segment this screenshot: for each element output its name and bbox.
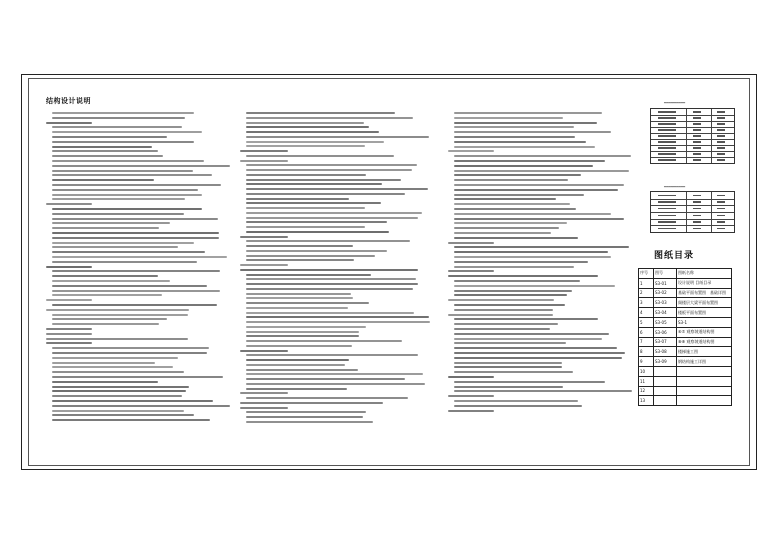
note-text-line <box>52 275 158 277</box>
table-row-divider <box>651 219 734 220</box>
note-text-line <box>52 386 189 388</box>
drawing-list-cell <box>677 366 732 376</box>
drawing-list-title: 图纸目录 <box>654 251 695 261</box>
note-text-line <box>52 352 207 354</box>
note-text-line <box>454 405 582 407</box>
note-text-line <box>448 410 494 412</box>
table-col-divider <box>686 192 687 232</box>
table-cell-text <box>717 195 725 196</box>
table-cell-text <box>717 117 725 118</box>
note-text-line <box>246 141 384 143</box>
drawing-list-cell: 7 <box>639 337 654 347</box>
table-cell-text <box>693 228 701 229</box>
note-text-line <box>52 242 194 244</box>
note-text-line <box>246 354 418 356</box>
note-text-line <box>52 218 218 220</box>
drawing-list-row <box>639 366 732 376</box>
note-text-line <box>246 316 429 318</box>
drawing-list-cell: 9 <box>639 357 654 367</box>
table-cell-text <box>658 129 676 130</box>
note-text-line <box>246 131 379 133</box>
note-text-line <box>240 350 288 352</box>
note-text-line <box>240 407 288 409</box>
table-cell-text <box>693 221 701 222</box>
table-row-divider <box>651 121 734 122</box>
note-text-line <box>52 280 170 282</box>
table-col-divider <box>711 109 712 163</box>
drawing-list-cell <box>677 396 732 406</box>
drawing-list-row <box>639 357 732 367</box>
note-text-line <box>246 226 365 228</box>
table-row-divider <box>651 212 734 213</box>
table-cell-text <box>693 141 701 142</box>
note-text-line <box>46 333 92 335</box>
drawing-list-cell: S3-02 <box>654 288 677 298</box>
table-cell-text <box>717 159 725 160</box>
note-text-line <box>52 208 202 210</box>
drawing-list-cell: S3-1 <box>677 317 732 327</box>
note-text-line <box>454 203 570 205</box>
table-row-divider <box>651 145 734 146</box>
table-cell-text <box>658 159 676 160</box>
note-text-line <box>240 392 288 394</box>
note-text-line <box>448 395 494 397</box>
note-text-line <box>454 122 597 124</box>
note-text-line <box>246 359 349 361</box>
note-text-line <box>52 371 184 373</box>
table-cell-text <box>717 135 725 136</box>
note-text-line <box>454 213 611 215</box>
table-col-divider <box>686 109 687 163</box>
table-cell-text <box>717 129 725 130</box>
table-cell-text <box>717 153 725 154</box>
note-text-line <box>46 309 189 311</box>
note-text-line <box>52 131 202 133</box>
note-text-line <box>52 179 154 181</box>
note-text-line <box>454 357 622 359</box>
note-text-line <box>246 297 353 299</box>
note-text-line <box>454 347 617 349</box>
drawing-list-row <box>639 317 732 327</box>
table-cell-text <box>717 201 725 202</box>
table-cell-text <box>658 195 676 196</box>
note-text-line <box>52 227 159 229</box>
small-table-2 <box>650 191 735 233</box>
table-cell-text <box>658 123 676 124</box>
note-text-line <box>46 203 92 205</box>
note-text-line <box>454 141 586 143</box>
note-text-line <box>52 410 184 412</box>
table-cell-text <box>658 208 676 209</box>
note-text-line <box>52 419 210 421</box>
note-text-line <box>52 381 158 383</box>
table-cell-text <box>693 208 701 209</box>
note-text-line <box>454 304 565 306</box>
note-text-line <box>454 285 615 287</box>
drawing-list-cell: S3-05 <box>654 317 677 327</box>
note-text-line <box>52 405 230 407</box>
note-text-line <box>52 285 207 287</box>
note-text-line <box>454 333 609 335</box>
note-text-line <box>246 335 359 337</box>
note-text-line <box>240 160 288 162</box>
table-cell-text <box>658 147 676 148</box>
drawing-list-cell <box>677 386 732 396</box>
drawing-list-cell: 8 <box>639 347 654 357</box>
note-text-line <box>246 388 347 390</box>
note-text-line <box>246 369 358 371</box>
drawing-list-cell: 基础平面布置图 基础详图 <box>677 288 732 298</box>
table-cell-text <box>693 201 701 202</box>
note-text-line <box>454 112 602 114</box>
note-text-line <box>454 117 563 119</box>
note-text-line <box>52 347 209 349</box>
drawing-list-cell <box>677 376 732 386</box>
note-text-line <box>246 164 417 166</box>
note-text-line <box>454 232 551 234</box>
drawing-list-row <box>639 337 732 347</box>
note-text-line <box>454 338 602 340</box>
drawing-list-row <box>639 278 732 288</box>
note-text-line <box>52 146 152 148</box>
table-cell-text <box>717 111 725 112</box>
note-text-line <box>448 314 553 316</box>
note-text-line <box>454 323 558 325</box>
drawing-list-cell: S3-08 <box>654 347 677 357</box>
note-text-line <box>246 122 364 124</box>
note-text-line <box>246 193 405 195</box>
table-cell-text <box>658 111 676 112</box>
note-text-line <box>52 155 163 157</box>
note-text-line <box>240 402 383 404</box>
table-cell-text <box>658 215 676 216</box>
note-text-line <box>246 421 373 423</box>
note-text-line <box>246 145 365 147</box>
table-cell-text <box>658 221 676 222</box>
note-text-line <box>52 213 184 215</box>
note-text-line <box>52 232 219 234</box>
note-text-line <box>454 165 593 167</box>
table-cell-text <box>693 135 701 136</box>
note-text-line <box>454 184 624 186</box>
table-cell-text <box>717 141 725 142</box>
note-text-line <box>52 136 167 138</box>
note-text-line <box>246 198 349 200</box>
note-text-line <box>246 302 369 304</box>
table-row-divider <box>651 127 734 128</box>
note-text-line <box>52 323 159 325</box>
note-text-line <box>46 266 92 268</box>
note-text-line <box>454 266 574 268</box>
table-row-divider <box>651 225 734 226</box>
note-text-line <box>454 362 562 364</box>
note-text-line <box>454 386 563 388</box>
table-cell-text <box>693 215 701 216</box>
note-text-line <box>52 237 219 239</box>
note-text-line <box>52 314 188 316</box>
table-row-divider <box>651 205 734 206</box>
note-text-line <box>448 299 554 301</box>
table-cell-text <box>717 208 725 209</box>
drawing-list-cell: S3-06 <box>654 327 677 337</box>
note-text-line <box>454 251 608 253</box>
note-text-line <box>454 237 578 239</box>
sheet-title: 结构设计说明 <box>46 97 91 105</box>
drawing-list-row <box>639 298 732 308</box>
table-cell-text <box>717 228 725 229</box>
drawing-list-header-row <box>639 269 732 279</box>
note-text-line <box>246 240 410 242</box>
note-text-line <box>454 371 573 373</box>
drawing-list-cell: ⑥⑦ 观察坡道结构图 <box>677 327 732 337</box>
drawing-list-cell <box>654 386 677 396</box>
table-cell-text <box>693 123 701 124</box>
drawing-list-cell: 3 <box>639 298 654 308</box>
small-table-2-caption: ━━━━━━━━━━ <box>664 185 686 189</box>
note-text-line <box>246 155 394 157</box>
drawing-list-cell: 2 <box>639 288 654 298</box>
table-row-divider <box>651 199 734 200</box>
note-text-line <box>52 189 198 191</box>
drawing-list-cell: 11 <box>639 376 654 386</box>
note-text-line <box>246 326 366 328</box>
drawing-list-cell: ⑧⑨ 观察坡道结构图 <box>677 337 732 347</box>
drawing-list-cell: 楼板平面布置图 <box>677 308 732 318</box>
table-row-divider <box>651 157 734 158</box>
note-text-line <box>52 170 193 172</box>
table-cell-text <box>693 153 701 154</box>
note-text-line <box>240 150 288 152</box>
note-text-line <box>246 345 352 347</box>
drawing-list-cell: S3-07 <box>654 337 677 347</box>
note-text-line <box>52 141 194 143</box>
table-cell-text <box>717 147 725 148</box>
note-text-line <box>454 160 605 162</box>
drawing-list-cell: S3-03 <box>654 298 677 308</box>
note-text-line <box>454 131 611 133</box>
note-text-line <box>246 255 375 257</box>
table-cell-text <box>658 153 676 154</box>
note-text-line <box>246 207 365 209</box>
note-text-line <box>448 242 494 244</box>
note-text-line <box>246 217 418 219</box>
drawing-list-cell: 12 <box>639 386 654 396</box>
note-text-line <box>46 328 92 330</box>
note-text-line <box>246 378 405 380</box>
note-text-line <box>52 251 205 253</box>
drawing-list-row <box>639 376 732 386</box>
note-text-line <box>454 400 578 402</box>
note-text-line <box>246 250 387 252</box>
table-cell-text <box>658 201 676 202</box>
drawing-list-row <box>639 386 732 396</box>
drawing-list-cell: 4 <box>639 308 654 318</box>
note-text-line <box>52 261 197 263</box>
drawing-list-row <box>639 308 732 318</box>
note-text-line <box>454 328 550 330</box>
table-cell-text <box>693 111 701 112</box>
note-text-line <box>52 362 155 364</box>
note-text-line <box>52 165 230 167</box>
note-text-line <box>246 117 413 119</box>
note-text-line <box>46 338 188 340</box>
note-text-line <box>246 183 382 185</box>
note-text-line <box>52 160 204 162</box>
drawing-list-cell <box>654 376 677 386</box>
note-text-line <box>246 283 418 285</box>
table-row-divider <box>651 151 734 152</box>
note-text-line <box>46 299 92 301</box>
note-text-line <box>448 376 494 378</box>
header-cell: 图号 <box>654 269 677 279</box>
note-text-line <box>52 395 182 397</box>
note-text-line <box>240 236 288 238</box>
table-cell-text <box>717 123 725 124</box>
note-text-line <box>454 208 576 210</box>
table-row-divider <box>651 133 734 134</box>
header-cell: 图纸名称 <box>677 269 732 279</box>
note-text-line <box>246 331 359 333</box>
header-cell: 序号 <box>639 269 654 279</box>
note-text-line <box>448 275 598 277</box>
note-text-line <box>246 397 408 399</box>
drawing-list-table <box>638 268 732 404</box>
drawing-list-cell: 楼梯施工图 <box>677 347 732 357</box>
table-cell-text <box>693 147 701 148</box>
note-text-line <box>246 307 348 309</box>
note-text-line <box>246 373 423 375</box>
drawing-list-cell: S3-04 <box>654 308 677 318</box>
drawing-list-cell: 13 <box>639 396 654 406</box>
note-text-line <box>240 269 418 271</box>
drawing-list-cell: 10 <box>639 366 654 376</box>
drawing-list-cell <box>654 366 677 376</box>
note-text-line <box>454 290 572 292</box>
note-text-line <box>454 227 559 229</box>
table-cell-text <box>693 117 701 118</box>
note-text-line <box>246 188 428 190</box>
note-text-line <box>52 400 213 402</box>
note-text-line <box>246 136 429 138</box>
note-text-line <box>246 202 381 204</box>
note-text-line <box>246 179 401 181</box>
note-text-line <box>454 218 624 220</box>
note-text-line <box>52 194 202 196</box>
table-cell-text <box>717 221 725 222</box>
note-text-line <box>246 245 353 247</box>
note-text-line <box>246 212 422 214</box>
note-text-line <box>454 381 605 383</box>
note-text-line <box>246 278 416 280</box>
drawing-list-cell: 6 <box>639 327 654 337</box>
note-text-line <box>52 304 217 306</box>
note-text-line <box>52 256 227 258</box>
note-text-line <box>454 256 611 258</box>
note-text-line <box>52 117 185 119</box>
note-text-line <box>246 411 366 413</box>
drawing-list-cell: S3-01 <box>654 278 677 288</box>
drawing-list-row <box>639 347 732 357</box>
note-text-line <box>246 364 345 366</box>
drawing-list-cell <box>654 396 677 406</box>
table-cell-text <box>658 135 676 136</box>
note-text-line <box>52 290 220 292</box>
note-text-line <box>454 155 631 157</box>
table-cell-text <box>658 117 676 118</box>
note-text-line <box>246 274 371 276</box>
note-text-line <box>52 184 221 186</box>
note-text-line <box>52 376 223 378</box>
note-text-line <box>246 416 363 418</box>
table-cell-text <box>658 141 676 142</box>
note-text-line <box>454 146 595 148</box>
drawing-list-cell: S3-09 <box>654 357 677 367</box>
small-table-1-caption: ━━━━━━━━━━ <box>664 101 686 105</box>
small-table-1 <box>650 108 735 164</box>
note-text-line <box>246 126 369 128</box>
note-text-line <box>246 221 387 223</box>
note-text-line <box>46 122 92 124</box>
table-row-divider <box>651 115 734 116</box>
note-text-line <box>52 112 194 114</box>
note-text-line <box>454 280 580 282</box>
note-text-line <box>246 383 425 385</box>
table-cell-text <box>693 129 701 130</box>
table-cell-text <box>693 195 701 196</box>
note-text-line <box>454 309 553 311</box>
drawing-list-row <box>639 327 732 337</box>
note-text-line <box>246 169 412 171</box>
note-text-line <box>454 352 625 354</box>
drawing-list-cell: 阁楼层大梁平面布置图 <box>677 298 732 308</box>
note-text-line <box>454 136 575 138</box>
drawing-list-cell: 5 <box>639 317 654 327</box>
table-cell-text <box>658 228 676 229</box>
note-text-line <box>246 112 395 114</box>
table-row-divider <box>651 139 734 140</box>
note-text-line <box>454 189 618 191</box>
note-text-line <box>454 179 568 181</box>
note-text-line <box>246 312 414 314</box>
note-text-line <box>454 261 588 263</box>
drawing-list-row <box>639 288 732 298</box>
table-col-divider <box>711 192 712 232</box>
drawing-list-cell: 钢结构施工详图 <box>677 357 732 367</box>
note-text-line <box>246 340 402 342</box>
note-text-line <box>246 174 366 176</box>
note-text-line <box>246 288 413 290</box>
drawing-list-cell: 设计说明 目纸目录 <box>677 278 732 288</box>
note-text-line <box>246 231 389 233</box>
note-text-line <box>240 264 288 266</box>
note-text-line <box>246 259 354 261</box>
note-text-line <box>454 194 584 196</box>
note-text-line <box>246 321 430 323</box>
table-cell-text <box>717 215 725 216</box>
note-text-line <box>454 170 629 172</box>
drawing-list-cell: 1 <box>639 278 654 288</box>
note-text-line <box>246 293 351 295</box>
table-cell-text <box>693 159 701 160</box>
note-text-line <box>52 357 178 359</box>
drawing-list-row <box>639 396 732 406</box>
